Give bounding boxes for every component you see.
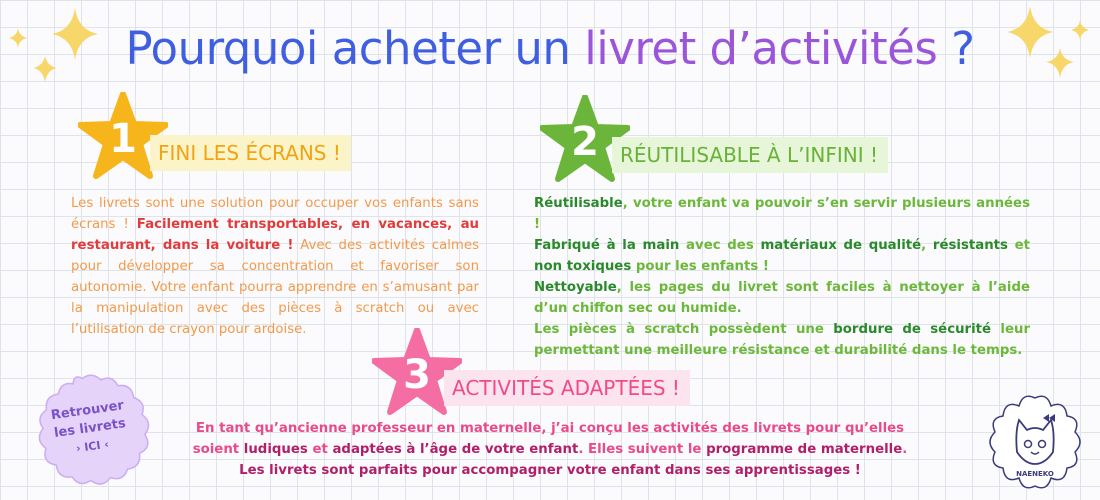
section-paragraph-1 <box>71 193 479 340</box>
logo-text: NAENEKO <box>1016 470 1054 478</box>
para1-text-b: Avec des activités calmes pour développer sa concentration et favoriser son autonomie. Votre enfant pourra apprendre en s’amusant par la manipulation avec des pièces à scratch ou avec l’utilisation de crayon pour ardoise. <box>71 238 479 337</box>
section-paragraph-2 <box>534 193 1030 361</box>
badge-line-1: Retrouver <box>50 398 125 424</box>
section-number-1: 1 <box>109 116 137 162</box>
page-title <box>0 22 1100 75</box>
cat-logo <box>985 392 1085 492</box>
section-heading-2: RÉUTILISABLE À L’INFINI ! <box>612 137 888 173</box>
para1-strong: Facilement transportables, en vacances, au restaurant, dans la voiture ! <box>71 217 480 253</box>
section-number-2: 2 <box>571 119 599 165</box>
para3-line-1: En tant qu’ancienne professeur en maternelle, j’ai conçu les activités des livrets pour qu’elles <box>195 421 905 436</box>
badge-line-2: les livrets <box>53 416 127 441</box>
para3-line-3: Les livrets sont parfaits pour accompagner votre enfant dans ses apprentissages ! <box>239 463 861 478</box>
section-paragraph-3 <box>180 418 920 481</box>
para2-line-nettoyable: Nettoyable, les pages du livret sont faciles à nettoyer à l’aide d’un chiffon sec ou humide. <box>534 280 1030 316</box>
para2-line-fabrique: Fabriqué à la main avec des matériaux de qualité, résistants et non toxiques pour les enfants ! <box>534 238 1031 274</box>
title-main: Pourquoi acheter un <box>125 22 571 75</box>
title-question-mark: ? <box>951 22 975 75</box>
title-accent: livret d’activités <box>584 22 938 75</box>
section-heading-3: ACTIVITÉS ADAPTÉES ! <box>444 370 690 406</box>
para3-line-2: soient ludiques et adaptées à l’âge de votre enfant. Elles suivent le programme de maternelle. <box>192 442 908 457</box>
para1-text-a: Les livrets sont une solution pour occuper vos enfants sans écrans ! <box>71 196 479 232</box>
para2-line-securite: Les pièces à scratch possèdent une bordure de sécurité leur permettant une meilleure résistance et durabilité dans le temps. <box>534 322 1030 358</box>
section-heading-1: FINI LES ÉCRANS ! <box>150 135 351 171</box>
para2-line-reutilisable: Réutilisable, votre enfant va pouvoir s’en servir plusieurs années ! <box>534 196 1030 232</box>
section-number-3: 3 <box>403 352 431 398</box>
badge-line-3: › ICI ‹ <box>75 437 110 456</box>
